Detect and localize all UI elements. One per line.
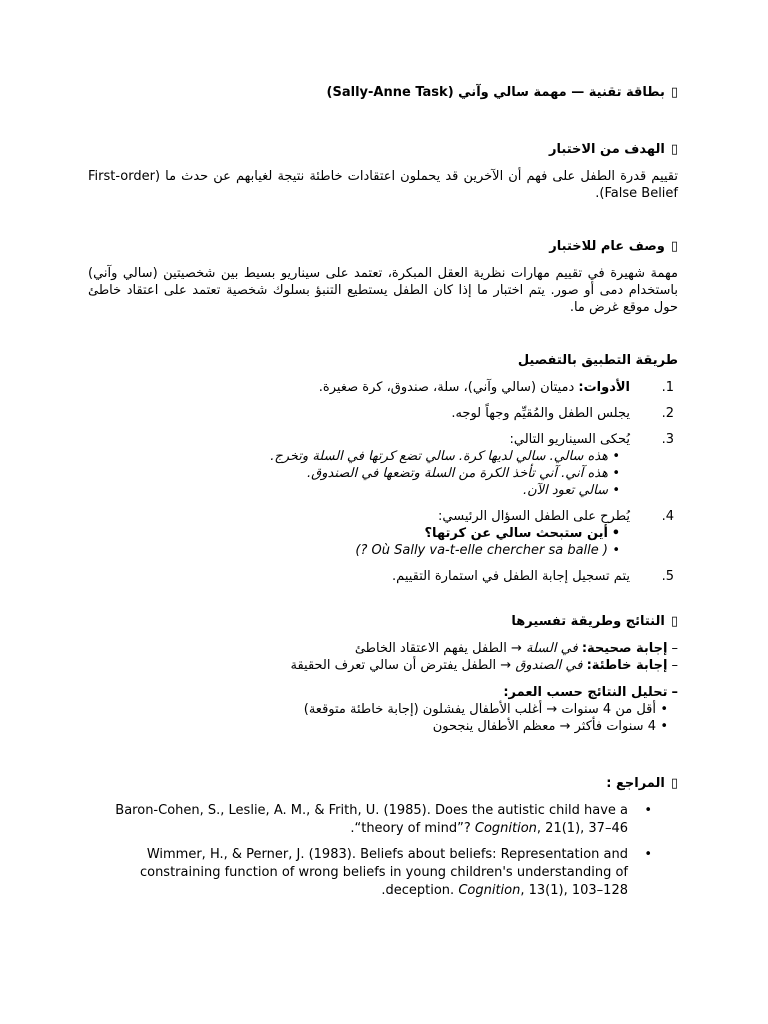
procedure-steps [88,379,678,585]
list-item: • 4 سنوات فأكثر → معظم الأطفال ينجحون [88,718,668,735]
question-arabic: • أين ستبحث سالي عن كرتها؟ [88,525,620,542]
list-item: 3. يُحكى السيناريو التالي: • هذه سالي. سالي لديها كرة. سالي تضع كرتها في السلة وتخرج. • هذه آني. آني تأخذ الكرة من السلة وتضعها في الصندوق. • سالي تعود الآن. [88,431,678,499]
scenario-list [88,448,630,499]
list-item: 2. يجلس الطفل والمُقيِّم وجهاً لوجه. [451,406,674,421]
heading-icon: ▯ [670,776,678,791]
document-icon: ▯ [670,85,678,100]
description-text: مهمة شهيرة في تقييم مهارات نظرية العقل المبكرة، تعتمد على سيناريو بسيط بين شخصيتين (سالي وآني) باستخدام دمى أو صور. يتم اختبار ما إذا كان الطفل يستطيع التنبؤ بسلوك شخصية تعتمد على اعتقاد خاطئ حول موقع غرض ما. [88,266,678,315]
references-heading: ▯المراجع : [606,776,678,791]
reference-item: • Wimmer, H., & Perner, J. (1983). Beliefs about beliefs: Representation and constraining function of wrong beliefs in young children's understanding of deception. Cognition, 13(1), 103–128. [88,846,678,900]
description-heading: ▯وصف عام للاختبار [549,239,678,254]
list-item: 1. الأدوات: دميتان (سالي وآني)، سلة، صندوق، كرة صغيرة. [318,380,674,395]
age-analysis-list [88,701,678,735]
list-item: 5. يتم تسجيل إجابة الطفل في استمارة التقييم. [392,569,674,584]
heading-icon: ▯ [670,142,678,157]
references-list [88,802,678,900]
scenario-line: • هذه سالي. سالي لديها كرة. سالي تضع كرتها في السلة وتخرج. [88,448,620,465]
age-analysis-title: –تحليل النتائج حسب العمر: [503,685,678,700]
heading-icon: ▯ [670,614,678,629]
document-content [88,84,678,908]
reference-item: • Baron-Cohen, S., Leslie, A. M., & Frith, U. (1985). Does the autistic child have a “theory of mind”? Cognition, 21(1), 37–46. [88,802,678,838]
scenario-line: • سالي تعود الآن. [88,482,620,499]
wrong-answer-line: –إجابة خاطئة: في الصندوق → الطفل يفترض أن سالي تعرف الحقيقة [290,658,678,673]
objective-text: تقييم قدرة الطفل على فهم أن الآخرين قد يحملون اعتقادات خاطئة نتيجة لغيابهم عن حدث ما (First-order False Belief). [88,169,678,201]
objective-heading: ▯الهدف من الاختبار [549,142,678,157]
results-heading: ▯النتائج وطريقة تفسيرها [511,614,678,629]
page-title: ▯بطاقة تقنية — مهمة سالي وآني (Sally-Anne Task) [326,85,678,100]
procedure-heading: طريقة التطبيق بالتفصيل [517,353,678,368]
list-item: • أقل من 4 سنوات → أغلب الأطفال يفشلون (إجابة خاطئة متوقعة) [88,701,668,718]
correct-answer-line: –إجابة صحيحة: في السلة → الطفل يفهم الاعتقاد الخاطئ [354,641,678,656]
question-french: • ( Où Sally va-t-elle chercher sa balle ?) [88,542,620,559]
list-item: 4. يُطرح على الطفل السؤال الرئيسي: • أين ستبحث سالي عن كرتها؟ • ( Où Sally va-t-elle chercher sa balle ?) [88,508,678,559]
scenario-line: • هذه آني. آني تأخذ الكرة من السلة وتضعها في الصندوق. [88,465,620,482]
question-list [88,525,630,559]
heading-icon: ▯ [670,239,678,254]
